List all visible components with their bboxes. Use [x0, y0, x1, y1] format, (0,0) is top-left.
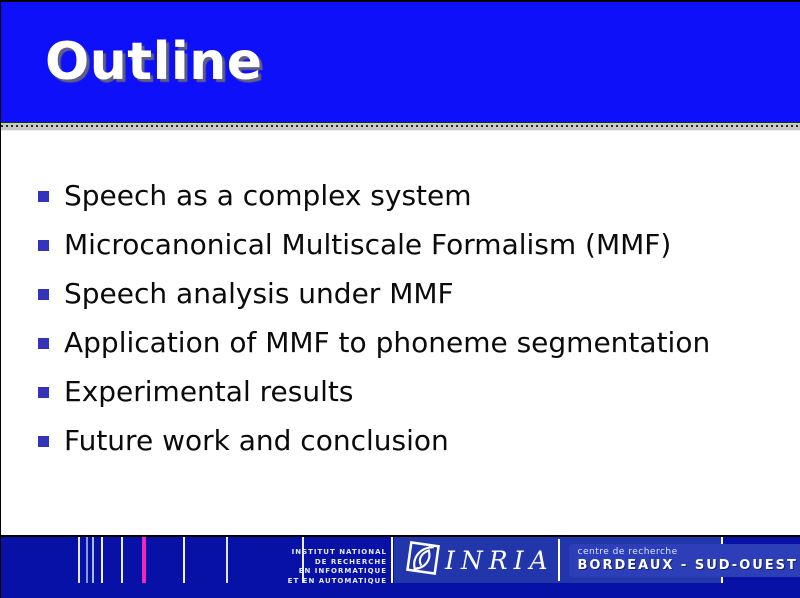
footer-tick [121, 537, 123, 583]
bullet-square-icon [38, 289, 49, 300]
institute-line: ET EN AUTOMATIQUE [287, 576, 387, 585]
footer-tick [92, 537, 94, 583]
divider-dashes [1, 125, 800, 127]
inria-band [394, 537, 798, 583]
footer-tick [226, 537, 228, 583]
bullet-square-icon [38, 387, 49, 398]
slide-body [1, 131, 800, 535]
slide-header [1, 2, 800, 122]
bullet-text: Microcanonical Multiscale Formalism (MMF) [64, 228, 672, 261]
footer-tick [78, 537, 80, 583]
header-divider [1, 122, 800, 131]
centre-block [569, 544, 800, 577]
bullet-square-icon [38, 240, 49, 251]
institute-line: INSTITUT NATIONAL [291, 548, 387, 556]
bullet-list [1, 131, 800, 455]
page-title: Outline [45, 32, 263, 92]
institute-line: DE RECHERCHE [314, 557, 387, 566]
bullet-text: Speech analysis under MMF [64, 277, 454, 310]
footer-tick [183, 537, 185, 583]
centre-name: BORDEAUX - SUD-OUEST [577, 557, 798, 573]
list-item [37, 326, 800, 359]
bullet-square-icon [38, 436, 49, 447]
list-item [37, 179, 800, 212]
bullet-text: Application of MMF to phoneme segmentation [64, 326, 711, 359]
slide-footer [1, 535, 800, 598]
inria-wordmark: INRIA [445, 545, 554, 575]
list-item [37, 277, 800, 310]
list-item [37, 228, 800, 261]
list-item [37, 424, 800, 457]
band-separator [558, 539, 560, 581]
bullet-text: Future work and conclusion [64, 424, 449, 457]
footer-tick [86, 537, 88, 583]
centre-label: centre de recherche [577, 546, 678, 557]
institute-text [231, 548, 387, 586]
bullet-text: Experimental results [64, 375, 354, 408]
institute-line: EN INFORMATIQUE [298, 567, 387, 575]
bullet-text: Speech as a complex system [64, 179, 472, 212]
footer-tick-magenta [142, 537, 146, 583]
list-item [37, 375, 800, 408]
inria-logo-icon [403, 538, 443, 582]
footer-tick [391, 537, 393, 583]
footer-tick [101, 537, 103, 583]
bullet-square-icon [38, 191, 49, 202]
bullet-square-icon [38, 338, 49, 349]
